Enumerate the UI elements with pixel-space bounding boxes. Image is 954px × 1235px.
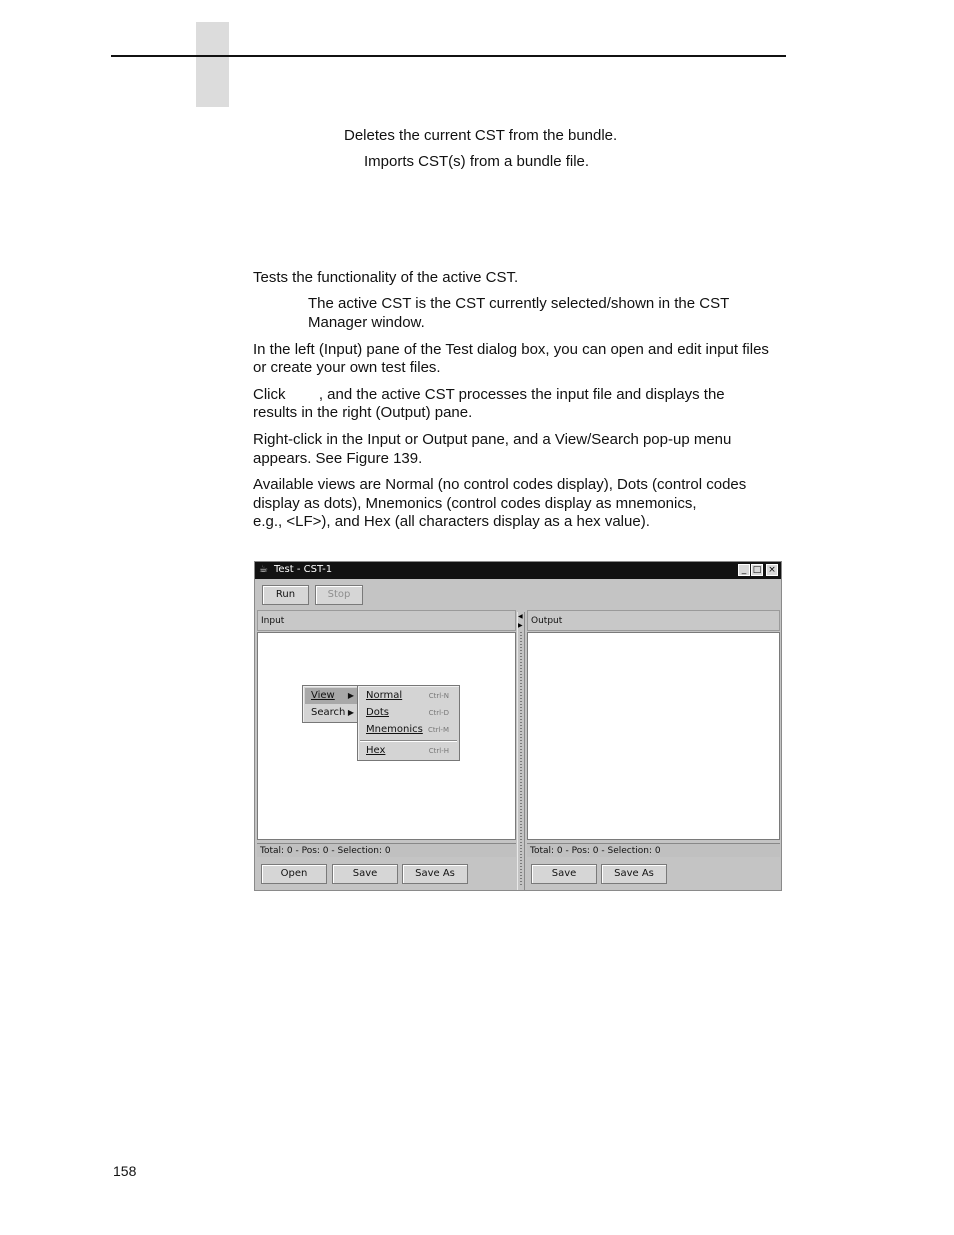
input-save-as-button[interactable]: Save As <box>402 864 468 884</box>
output-status-bar: Total: 0 - Pos: 0 - Selection: 0 <box>527 843 780 857</box>
paragraph-input-2: or create your own test files. <box>253 359 441 376</box>
stop-button[interactable]: Stop <box>315 585 363 605</box>
submenu-item-hex[interactable] <box>360 743 457 759</box>
normal-label: Normal <box>366 690 403 701</box>
input-status-bar: Total: 0 - Pos: 0 - Selection: 0 <box>257 843 516 857</box>
view-submenu <box>357 685 460 761</box>
paragraph-rightclick-1: Right-click in the Input or Output pane, and a View/Search pop-up menu <box>253 431 732 448</box>
hex-label: Hex <box>366 745 386 756</box>
minimize-button[interactable]: _ <box>738 564 750 576</box>
output-save-button[interactable]: Save <box>531 864 597 884</box>
menu-item-view[interactable] <box>305 688 357 704</box>
delete-description: Deletes the current CST from the bundle. <box>344 127 618 144</box>
dialog-titlebar <box>255 562 781 579</box>
paragraph-rightclick-2: appears. See Figure 139. <box>253 450 423 467</box>
collapse-right-icon[interactable]: ▶ <box>518 622 523 629</box>
menu-item-search[interactable] <box>305 705 357 721</box>
output-pane-header: Output <box>527 610 780 631</box>
header-rule <box>111 55 786 57</box>
open-button[interactable]: Open <box>261 864 327 884</box>
submenu-item-dots[interactable] <box>360 705 457 721</box>
menu-item-search-label: Search <box>311 707 346 718</box>
run-button[interactable]: Run <box>262 585 309 605</box>
paragraph-views-3: e.g., <LF>), and Hex (all characters display as a hex value). <box>253 513 650 530</box>
paragraph-click-1: Click , and the active CST processes the input file and displays the <box>253 386 725 403</box>
paragraph-views-1: Available views are Normal (no control codes display), Dots (control codes <box>253 476 747 493</box>
paragraph-views-2: display as dots), Mnemonics (control codes display as mnemonics, <box>253 495 697 512</box>
submenu-separator <box>360 740 457 742</box>
output-save-as-button[interactable]: Save As <box>601 864 667 884</box>
submenu-arrow-icon: ▶ <box>347 708 354 717</box>
page-number: 158 <box>113 1163 137 1179</box>
submenu-arrow-icon: ▶ <box>347 691 354 700</box>
import-description: Imports CST(s) from a bundle file. <box>364 153 590 170</box>
output-text-area[interactable] <box>527 632 780 840</box>
normal-shortcut: Ctrl-N <box>428 692 449 700</box>
divider-grip <box>520 632 522 887</box>
tests-description: Tests the functionality of the active CST. <box>253 269 519 286</box>
maximize-button[interactable]: □ <box>752 565 762 575</box>
mnemonics-label: Mnemonics <box>366 724 423 735</box>
paragraph-click-2: results in the right (Output) pane. <box>253 404 473 421</box>
mnemonics-shortcut: Ctrl-M <box>427 726 449 734</box>
dots-label: Dots <box>366 707 389 718</box>
collapse-left-icon[interactable]: ◀ <box>518 613 523 620</box>
dots-shortcut: Ctrl-D <box>428 709 449 717</box>
hex-shortcut: Ctrl-H <box>428 747 449 755</box>
menu-item-view-label: View <box>311 690 335 701</box>
split-divider[interactable] <box>517 612 525 890</box>
note-line-2: Manager window. <box>308 314 425 331</box>
paragraph-input-1: In the left (Input) pane of the Test dialog box, you can open and edit input files <box>253 341 769 358</box>
java-cup-icon: ☕ <box>259 564 268 575</box>
input-save-button[interactable]: Save <box>332 864 398 884</box>
context-menu <box>302 685 360 723</box>
input-pane-header: Input <box>257 610 516 631</box>
chapter-tab <box>196 22 229 107</box>
note-line-1: The active CST is the CST currently selected/shown in the CST <box>308 295 730 312</box>
submenu-item-normal[interactable] <box>360 688 457 704</box>
submenu-item-mnemonics[interactable] <box>360 722 457 738</box>
dialog-title: Test - CST-1 <box>274 564 333 575</box>
test-dialog <box>254 561 782 891</box>
close-button[interactable]: × <box>766 564 778 576</box>
